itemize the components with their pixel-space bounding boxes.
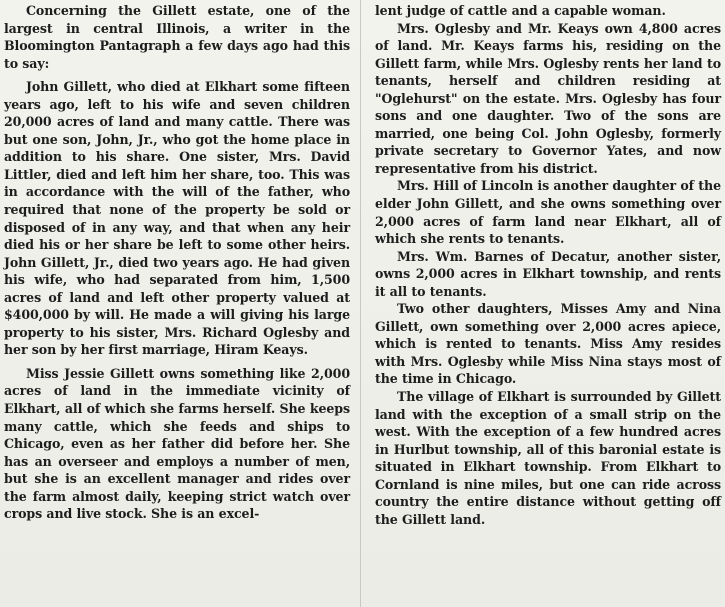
paragraph-john-gillett: John Gillett, who died at Elkhart some fifteen years ago, left to his wife and seven children 20,000 acres of land and many cattle. There was but one son, John, Jr., who got the home place in addition to his share. One sister, Mrs. David Littler, died and left him her share, too. This was in accordance with the will of the father, who required that none of the property be sold or disposed of in any way, and that when any heir died his or her share be left to some other heirs. John Gillett, Jr., died two years ago. He had given his wife, who had separated from him, 1,500 acres of land and left other property valued at $400,000 by will. He made a will giving his large property to his sister, Mrs. Richard Oglesby and her son by her first marriage, Hiram Keays.: [4, 79, 350, 358]
paragraph-mrs-hill: Mrs. Hill of Lincoln is another daughter of the elder John Gillett, and she owns something over 2,000 acres of farm land near Elkhart, all of which she rents to tenants.: [375, 178, 721, 247]
paragraph-continuation: lent judge of cattle and a capable woman.: [375, 3, 666, 18]
right-column: [375, 2, 721, 528]
paragraph-jessie-gillett: Miss Jessie Gillett owns something like 2,000 acres of land in the immediate vicinity of Elkhart, all of which she farms herself. She keeps many cattle, which she feeds and ships to Chicago, even as her father did before her. She has an overseer and employs a number of men, but she is an excellent manager and rides over the farm almost daily, keeping strict watch over crops and live stock. She is an excel-: [4, 365, 350, 522]
paragraph-mrs-barnes: Mrs. Wm. Barnes of Decatur, another sister, owns 2,000 acres in Elkhart township, and rents it all to tenants.: [375, 248, 721, 299]
paragraph-elkhart-village: The village of Elkhart is surrounded by Gillett land with the exception of a small strip on the west. With the exception of a few hundred acres in Hurlbut township, all of this baronial estate is situated in Elkhart township. From Elkhart to Cornland is nine miles, but one can ride across country the entire distance without getting off the Gillett land.: [375, 389, 721, 527]
paragraph-oglesby-keays: Mrs. Oglesby and Mr. Keays own 4,800 acres of land. Mr. Keays farms his, residing on the Gillett farm, while Mrs. Oglesby rents her land to tenants, herself and children residing at "Oglehurst" on the estate. Mrs. Oglesby has four sons and one daughter. Two of the sons are married, one being Col. John Oglesby, formerly private secretary to Governor Yates, and now representative from his district.: [375, 20, 721, 176]
paragraph-amy-nina: Two other daughters, Misses Amy and Nina Gillett, own something over 2,000 acres apiece, which is rented to tenants. Miss Amy resides with Mrs. Oglesby while Miss Nina stays most of the time in Chicago.: [375, 301, 721, 387]
paragraph-intro: Concerning the Gillett estate, one of the largest in central Illinois, a writer in the Bloomington Pantagraph a few days ago had this to say:: [4, 3, 350, 71]
column-divider: [360, 0, 361, 607]
left-column: [4, 2, 350, 523]
